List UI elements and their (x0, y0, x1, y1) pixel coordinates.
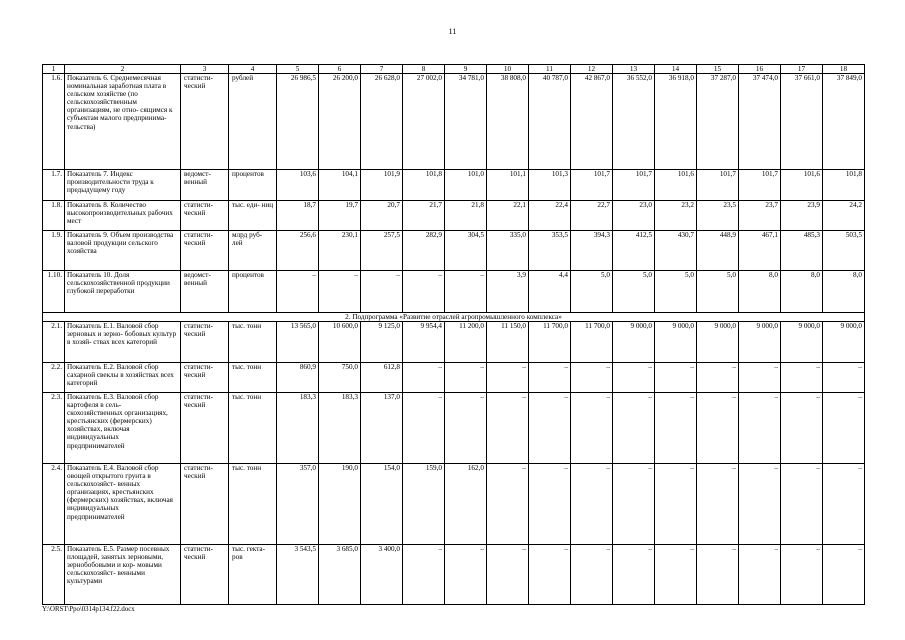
data-source: статисти- ческий (181, 464, 229, 545)
value-cell: – (445, 393, 487, 464)
value-cell: 3 543,5 (277, 545, 319, 605)
value-cell: – (613, 363, 655, 393)
indicator-name: Показатель Е.2. Валовой сбор сахарной свеклы в хозяйствах всех категорий (65, 363, 181, 393)
value-cell: – (655, 545, 697, 605)
column-number: 7 (361, 65, 403, 74)
unit-of-measure: тыс. тонн (229, 464, 277, 545)
value-cell: 101,6 (655, 170, 697, 201)
value-cell: 20,7 (361, 201, 403, 231)
value-cell: 8,0 (781, 271, 823, 313)
value-cell: 23,9 (781, 201, 823, 231)
data-source: статисти- ческий (181, 393, 229, 464)
value-cell: 27 002,0 (403, 74, 445, 170)
value-cell: – (361, 271, 403, 313)
value-cell: 104,1 (319, 170, 361, 201)
value-cell: 22,4 (529, 201, 571, 231)
value-cell: – (697, 393, 739, 464)
value-cell: 11 200,0 (445, 322, 487, 363)
unit-of-measure: тыс. еди- ниц (229, 201, 277, 231)
unit-of-measure: млрд руб- лей (229, 231, 277, 271)
row-number: 2.1. (43, 322, 65, 363)
value-cell: 21,7 (403, 201, 445, 231)
value-cell: – (739, 363, 781, 393)
row-number: 1.6. (43, 74, 65, 170)
value-cell: 8,0 (739, 271, 781, 313)
value-cell: – (487, 393, 529, 464)
section-title: 2. Подпрограмма «Развитие отраслей агропромышленного комплекса» (43, 313, 865, 322)
value-cell: – (697, 363, 739, 393)
value-cell: – (529, 363, 571, 393)
value-cell: 9 954,4 (403, 322, 445, 363)
value-cell: 101,9 (361, 170, 403, 201)
value-cell: 23,0 (613, 201, 655, 231)
value-cell: 40 787,0 (529, 74, 571, 170)
value-cell: 257,5 (361, 231, 403, 271)
value-cell: 38 808,0 (487, 74, 529, 170)
column-number: 8 (403, 65, 445, 74)
value-cell: 11 700,0 (571, 322, 613, 363)
value-cell: – (781, 363, 823, 393)
value-cell: 5,0 (571, 271, 613, 313)
value-cell: 23,5 (697, 201, 739, 231)
data-source: статисти- ческий (181, 231, 229, 271)
value-cell: – (571, 545, 613, 605)
value-cell: 103,6 (277, 170, 319, 201)
file-path-footer: Y:\ORST\Ppo\0314p134.f22.docx (42, 606, 135, 613)
value-cell: 36 918,0 (655, 74, 697, 170)
indicator-name: Показатель 10. Доля сельскохозяйственной продукции глубокой переработки (65, 271, 181, 313)
value-cell: – (487, 545, 529, 605)
value-cell: – (487, 464, 529, 545)
page-number: 11 (448, 27, 457, 36)
table-row (43, 322, 865, 363)
value-cell: 10 600,0 (319, 322, 361, 363)
value-cell: – (781, 393, 823, 464)
value-cell: 26 986,5 (277, 74, 319, 170)
row-number: 1.9. (43, 231, 65, 271)
value-cell: – (781, 545, 823, 605)
unit-of-measure: тыс. гекта- ров (229, 545, 277, 605)
table-row (43, 363, 865, 393)
value-cell: – (823, 363, 865, 393)
value-cell: 304,5 (445, 231, 487, 271)
value-cell: 394,3 (571, 231, 613, 271)
value-cell: – (823, 393, 865, 464)
value-cell: 101,7 (739, 170, 781, 201)
table-row (43, 464, 865, 545)
value-cell: 503,5 (823, 231, 865, 271)
value-cell: 162,0 (445, 464, 487, 545)
value-cell: 448,9 (697, 231, 739, 271)
value-cell: 101,7 (697, 170, 739, 201)
value-cell: 101,0 (445, 170, 487, 201)
value-cell: – (529, 545, 571, 605)
value-cell: 8,0 (823, 271, 865, 313)
value-cell: – (571, 464, 613, 545)
row-number: 1.10. (43, 271, 65, 313)
data-source: статисти- ческий (181, 322, 229, 363)
value-cell: 5,0 (655, 271, 697, 313)
value-cell: 183,3 (319, 393, 361, 464)
value-cell: 23,7 (739, 201, 781, 231)
value-cell: 37 474,0 (739, 74, 781, 170)
value-cell: 11 700,0 (529, 322, 571, 363)
value-cell: – (697, 464, 739, 545)
value-cell: – (739, 545, 781, 605)
unit-of-measure: тыс. тонн (229, 393, 277, 464)
value-cell: 101,7 (571, 170, 613, 201)
column-number: 9 (445, 65, 487, 74)
indicator-name: Показатель Е.3. Валовой сбор картофеля в сель- скохозяйственных организациях, крестьянских (фермерских) хозяйствах, включая индивидуальных предпринимателей (65, 393, 181, 464)
value-cell: – (529, 464, 571, 545)
value-cell: 9 000,0 (613, 322, 655, 363)
data-source: ведомст- венный (181, 170, 229, 201)
value-cell: 18,7 (277, 201, 319, 231)
table-row (43, 271, 865, 313)
value-cell: 9 000,0 (739, 322, 781, 363)
value-cell: 5,0 (613, 271, 655, 313)
value-cell: 353,5 (529, 231, 571, 271)
unit-of-measure: тыс. тонн (229, 363, 277, 393)
value-cell: 24,2 (823, 201, 865, 231)
data-source: статисти- ческий (181, 363, 229, 393)
value-cell: 23,2 (655, 201, 697, 231)
value-cell: – (697, 545, 739, 605)
value-cell: 5,0 (697, 271, 739, 313)
column-number: 11 (529, 65, 571, 74)
column-number-row (43, 65, 865, 74)
indicator-name: Показатель 9. Объем производства валовой продукции сельского хозяйства (65, 231, 181, 271)
value-cell: – (403, 393, 445, 464)
value-cell: – (655, 393, 697, 464)
value-cell: – (571, 393, 613, 464)
value-cell: 42 867,0 (571, 74, 613, 170)
value-cell: 612,8 (361, 363, 403, 393)
value-cell: 137,0 (361, 393, 403, 464)
value-cell: 37 287,0 (697, 74, 739, 170)
column-number: 2 (65, 65, 181, 74)
indicator-name: Показатель Е.5. Размер посевных площадей, занятых зерновыми, зернобобовыми и кор- мовыми сельскохозяйст- венными культурами (65, 545, 181, 605)
value-cell: 22,7 (571, 201, 613, 231)
row-number: 1.7. (43, 170, 65, 201)
value-cell: – (613, 464, 655, 545)
value-cell: 22,1 (487, 201, 529, 231)
value-cell: 485,3 (781, 231, 823, 271)
value-cell: 26 200,0 (319, 74, 361, 170)
indicators-table-wrap (42, 64, 862, 605)
column-number: 13 (613, 65, 655, 74)
value-cell: 750,0 (319, 363, 361, 393)
row-number: 2.4. (43, 464, 65, 545)
column-number: 1 (43, 65, 65, 74)
table-row (43, 393, 865, 464)
value-cell: 101,8 (403, 170, 445, 201)
data-source: статисти- ческий (181, 201, 229, 231)
indicators-table (42, 64, 865, 605)
column-number: 17 (781, 65, 823, 74)
table-row (43, 545, 865, 605)
value-cell: 101,7 (613, 170, 655, 201)
value-cell: 37 849,0 (823, 74, 865, 170)
value-cell: 101,6 (781, 170, 823, 201)
value-cell: 9 125,0 (361, 322, 403, 363)
section-row (43, 313, 865, 322)
value-cell: – (445, 271, 487, 313)
value-cell: 36 552,0 (613, 74, 655, 170)
value-cell: – (781, 464, 823, 545)
value-cell: 4,4 (529, 271, 571, 313)
value-cell: 3,9 (487, 271, 529, 313)
value-cell: – (277, 271, 319, 313)
value-cell: – (487, 363, 529, 393)
indicator-name: Показатель Е.1. Валовой сбор зерновых и зерно- бобовых культур в хозяй- ствах всех категорий (65, 322, 181, 363)
column-number: 14 (655, 65, 697, 74)
row-number: 2.5. (43, 545, 65, 605)
value-cell: 230,1 (319, 231, 361, 271)
value-cell: – (655, 363, 697, 393)
row-number: 2.3. (43, 393, 65, 464)
column-number: 10 (487, 65, 529, 74)
row-number: 1.8. (43, 201, 65, 231)
value-cell: – (403, 271, 445, 313)
value-cell: 256,6 (277, 231, 319, 271)
value-cell: 19,7 (319, 201, 361, 231)
value-cell: 37 661,0 (781, 74, 823, 170)
table-row (43, 231, 865, 271)
value-cell: 9 000,0 (697, 322, 739, 363)
value-cell: 21,8 (445, 201, 487, 231)
value-cell: 190,0 (319, 464, 361, 545)
value-cell: – (739, 393, 781, 464)
column-number: 4 (229, 65, 277, 74)
column-number: 18 (823, 65, 865, 74)
value-cell: 357,0 (277, 464, 319, 545)
indicator-name: Показатель 6. Среднемесячная номинальная заработная плата в сельском хозяйстве (по сельскохозяйственным организациям, не отно- сящимся к субъектам малого предпринима- тельства) (65, 74, 181, 170)
data-source: статисти- ческий (181, 74, 229, 170)
value-cell: 154,0 (361, 464, 403, 545)
value-cell: 335,0 (487, 231, 529, 271)
value-cell: – (403, 363, 445, 393)
value-cell: – (403, 545, 445, 605)
value-cell: – (613, 393, 655, 464)
value-cell: 34 781,0 (445, 74, 487, 170)
value-cell: 13 565,0 (277, 322, 319, 363)
value-cell: 11 150,0 (487, 322, 529, 363)
value-cell: – (739, 464, 781, 545)
unit-of-measure: рублей (229, 74, 277, 170)
table-row (43, 170, 865, 201)
indicator-name: Показатель 7. Индекс производительности труда к предыдущему году (65, 170, 181, 201)
value-cell: – (823, 545, 865, 605)
value-cell: 101,1 (487, 170, 529, 201)
value-cell: 3 685,0 (319, 545, 361, 605)
column-number: 16 (739, 65, 781, 74)
column-number: 6 (319, 65, 361, 74)
value-cell: – (823, 464, 865, 545)
value-cell: – (655, 464, 697, 545)
indicator-name: Показатель Е.4. Валовой сбор овощей открытого грунта в сельскохозяйст- венных организациях, крестьянских (фермерских) хозяйствах, включая индивидуальных предпринимателей (65, 464, 181, 545)
value-cell: – (613, 545, 655, 605)
value-cell: 159,0 (403, 464, 445, 545)
column-number: 12 (571, 65, 613, 74)
value-cell: 101,3 (529, 170, 571, 201)
value-cell: 183,3 (277, 393, 319, 464)
value-cell: – (445, 363, 487, 393)
value-cell: 430,7 (655, 231, 697, 271)
row-number: 2.2. (43, 363, 65, 393)
unit-of-measure: процентов (229, 271, 277, 313)
value-cell: – (571, 363, 613, 393)
value-cell: 467,1 (739, 231, 781, 271)
column-number: 5 (277, 65, 319, 74)
value-cell: 9 000,0 (781, 322, 823, 363)
data-source: ведомст- венный (181, 271, 229, 313)
value-cell: 101,8 (823, 170, 865, 201)
indicator-name: Показатель 8. Количество высокопроизводительных рабочих мест (65, 201, 181, 231)
unit-of-measure: процентов (229, 170, 277, 201)
table-row (43, 74, 865, 170)
value-cell: 26 628,0 (361, 74, 403, 170)
value-cell: 3 400,0 (361, 545, 403, 605)
value-cell: 860,9 (277, 363, 319, 393)
data-source: статисти- ческий (181, 545, 229, 605)
table-row (43, 201, 865, 231)
column-number: 15 (697, 65, 739, 74)
column-number: 3 (181, 65, 229, 74)
value-cell: 282,9 (403, 231, 445, 271)
unit-of-measure: тыс. тонн (229, 322, 277, 363)
value-cell: – (445, 545, 487, 605)
value-cell: – (319, 271, 361, 313)
value-cell: 9 000,0 (823, 322, 865, 363)
value-cell: 412,5 (613, 231, 655, 271)
value-cell: 9 000,0 (655, 322, 697, 363)
value-cell: – (529, 393, 571, 464)
